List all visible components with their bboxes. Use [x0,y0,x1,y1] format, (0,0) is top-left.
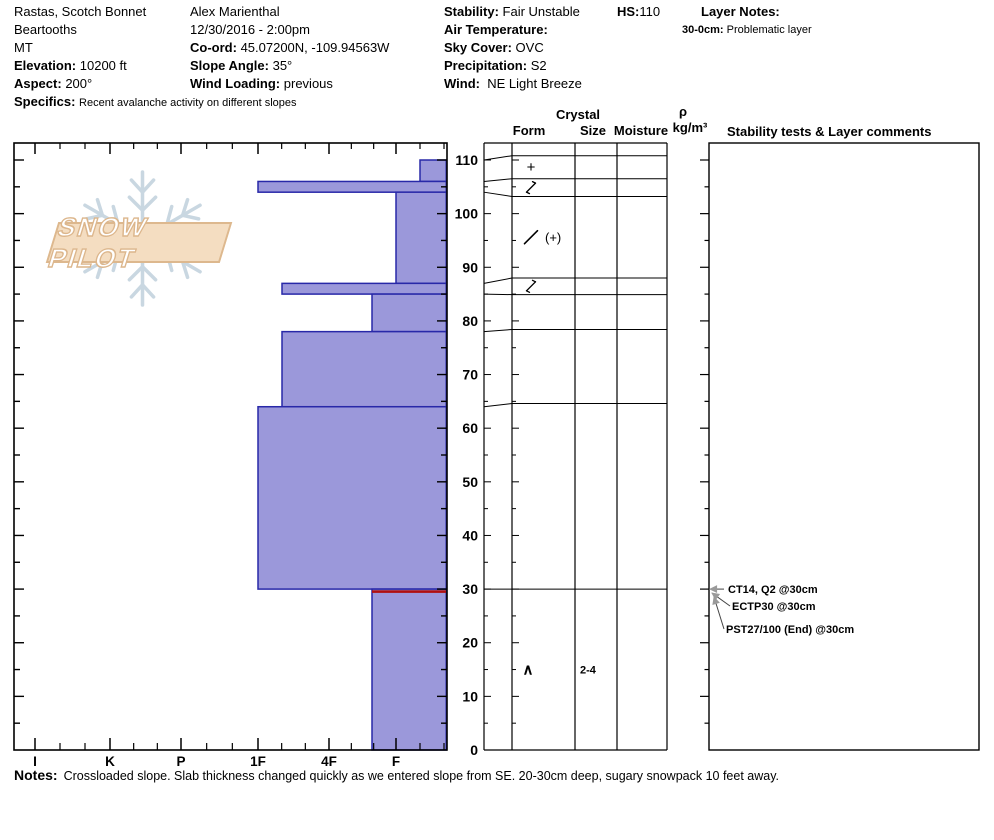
layer-bar [396,192,446,283]
height-of-snow: HS:110 [617,4,661,19]
problem-layer-line [372,590,446,593]
site-elevation: Elevation: 10200 ft [14,58,127,73]
svg-text:+: + [526,159,536,177]
sky-cover: Sky Cover: OVC [444,40,544,55]
col-header-moisture: Moisture [613,123,669,138]
pit-notes-text: Crossloaded slope. Slab thickness changed quickly as we entered slope from SE. 20-30cm deep, sugary snowpack 10 feet away. [63,769,780,783]
svg-text:CT14, Q2 @30cm: CT14, Q2 @30cm [728,584,818,596]
col-header-form: Form [512,123,546,138]
site-range: Beartooths [14,22,77,37]
air-temperature: Air Temperature: [444,22,548,37]
crystal-form-df [527,182,536,194]
col-header-density-unit: kg/m³ [672,120,708,135]
pit-notes [14,767,980,783]
depth-axis-labels [455,152,479,758]
svg-text:(+): (+) [545,230,562,246]
layer-bar [420,160,446,181]
svg-text:70: 70 [462,366,478,383]
svg-text:110: 110 [455,152,478,168]
layer-note-entry: 30-0cm: Problematic layer [682,24,812,36]
svg-text:80: 80 [462,312,478,329]
slope-angle: Slope Angle: 35° [190,58,293,73]
layer-notes-title: Layer Notes: [701,4,780,19]
wind-loading: Wind Loading: previous [190,76,333,91]
wind: Wind: NE Light Breeze [444,76,582,91]
observer-name: Alex Marienthal [190,4,280,19]
svg-text:1F: 1F [250,754,266,769]
svg-text:I: I [33,754,37,769]
layer-bar [282,283,446,294]
stability-tests [709,584,854,636]
svg-text:20: 20 [462,634,478,651]
svg-text:100: 100 [454,205,478,222]
pit-notes-label: Notes: [14,767,58,783]
svg-text:2-4: 2-4 [580,664,596,677]
svg-text:40: 40 [462,527,478,544]
precipitation: Precipitation: S2 [444,58,547,73]
svg-text:50: 50 [462,473,478,490]
site-specifics: Specifics: Recent avalanche activity on different slopes [14,94,297,109]
layer-bars [258,160,446,750]
site-aspect: Aspect: 200° [14,76,93,91]
crystal-form-df [527,280,536,292]
logo-text: SNOW PILOT [44,211,153,273]
observation-datetime: 12/30/2016 - 2:00pm [190,22,310,37]
crystal-form-df [525,231,538,244]
layer-bar [282,332,446,407]
svg-text:0: 0 [470,742,478,758]
stability: Stability: Fair Unstable [444,4,580,19]
svg-text:PST27/100 (End) @30cm: PST27/100 (End) @30cm [726,624,855,636]
layer-bar [258,181,446,192]
svg-text:P: P [176,754,186,769]
col-header-crystal: Crystal [555,107,601,122]
site-name: Rastas, Scotch Bonnet [14,4,147,19]
test-arrowhead [709,585,717,593]
svg-text:90: 90 [462,259,478,276]
layer-bar [372,294,446,332]
col-header-size: Size [579,123,606,138]
svg-text:F: F [391,754,401,769]
layer-bar [258,407,446,589]
svg-text:∧: ∧ [522,661,534,679]
layer-table [484,143,667,750]
svg-text:10: 10 [462,688,478,705]
site-state: MT [14,40,33,55]
comments-box [700,143,979,750]
svg-text:ECTP30 @30cm: ECTP30 @30cm [732,601,816,613]
coordinates: Co-ord: 45.07200N, -109.94563W [190,40,390,55]
svg-text:30: 30 [462,581,478,598]
svg-text:K: K [105,754,115,769]
layer-bar [372,589,446,750]
col-header-comments: Stability tests & Layer comments [727,124,932,139]
svg-text:60: 60 [462,420,478,437]
svg-text:4F: 4F [321,754,337,769]
col-header-density: ρ [678,104,688,119]
